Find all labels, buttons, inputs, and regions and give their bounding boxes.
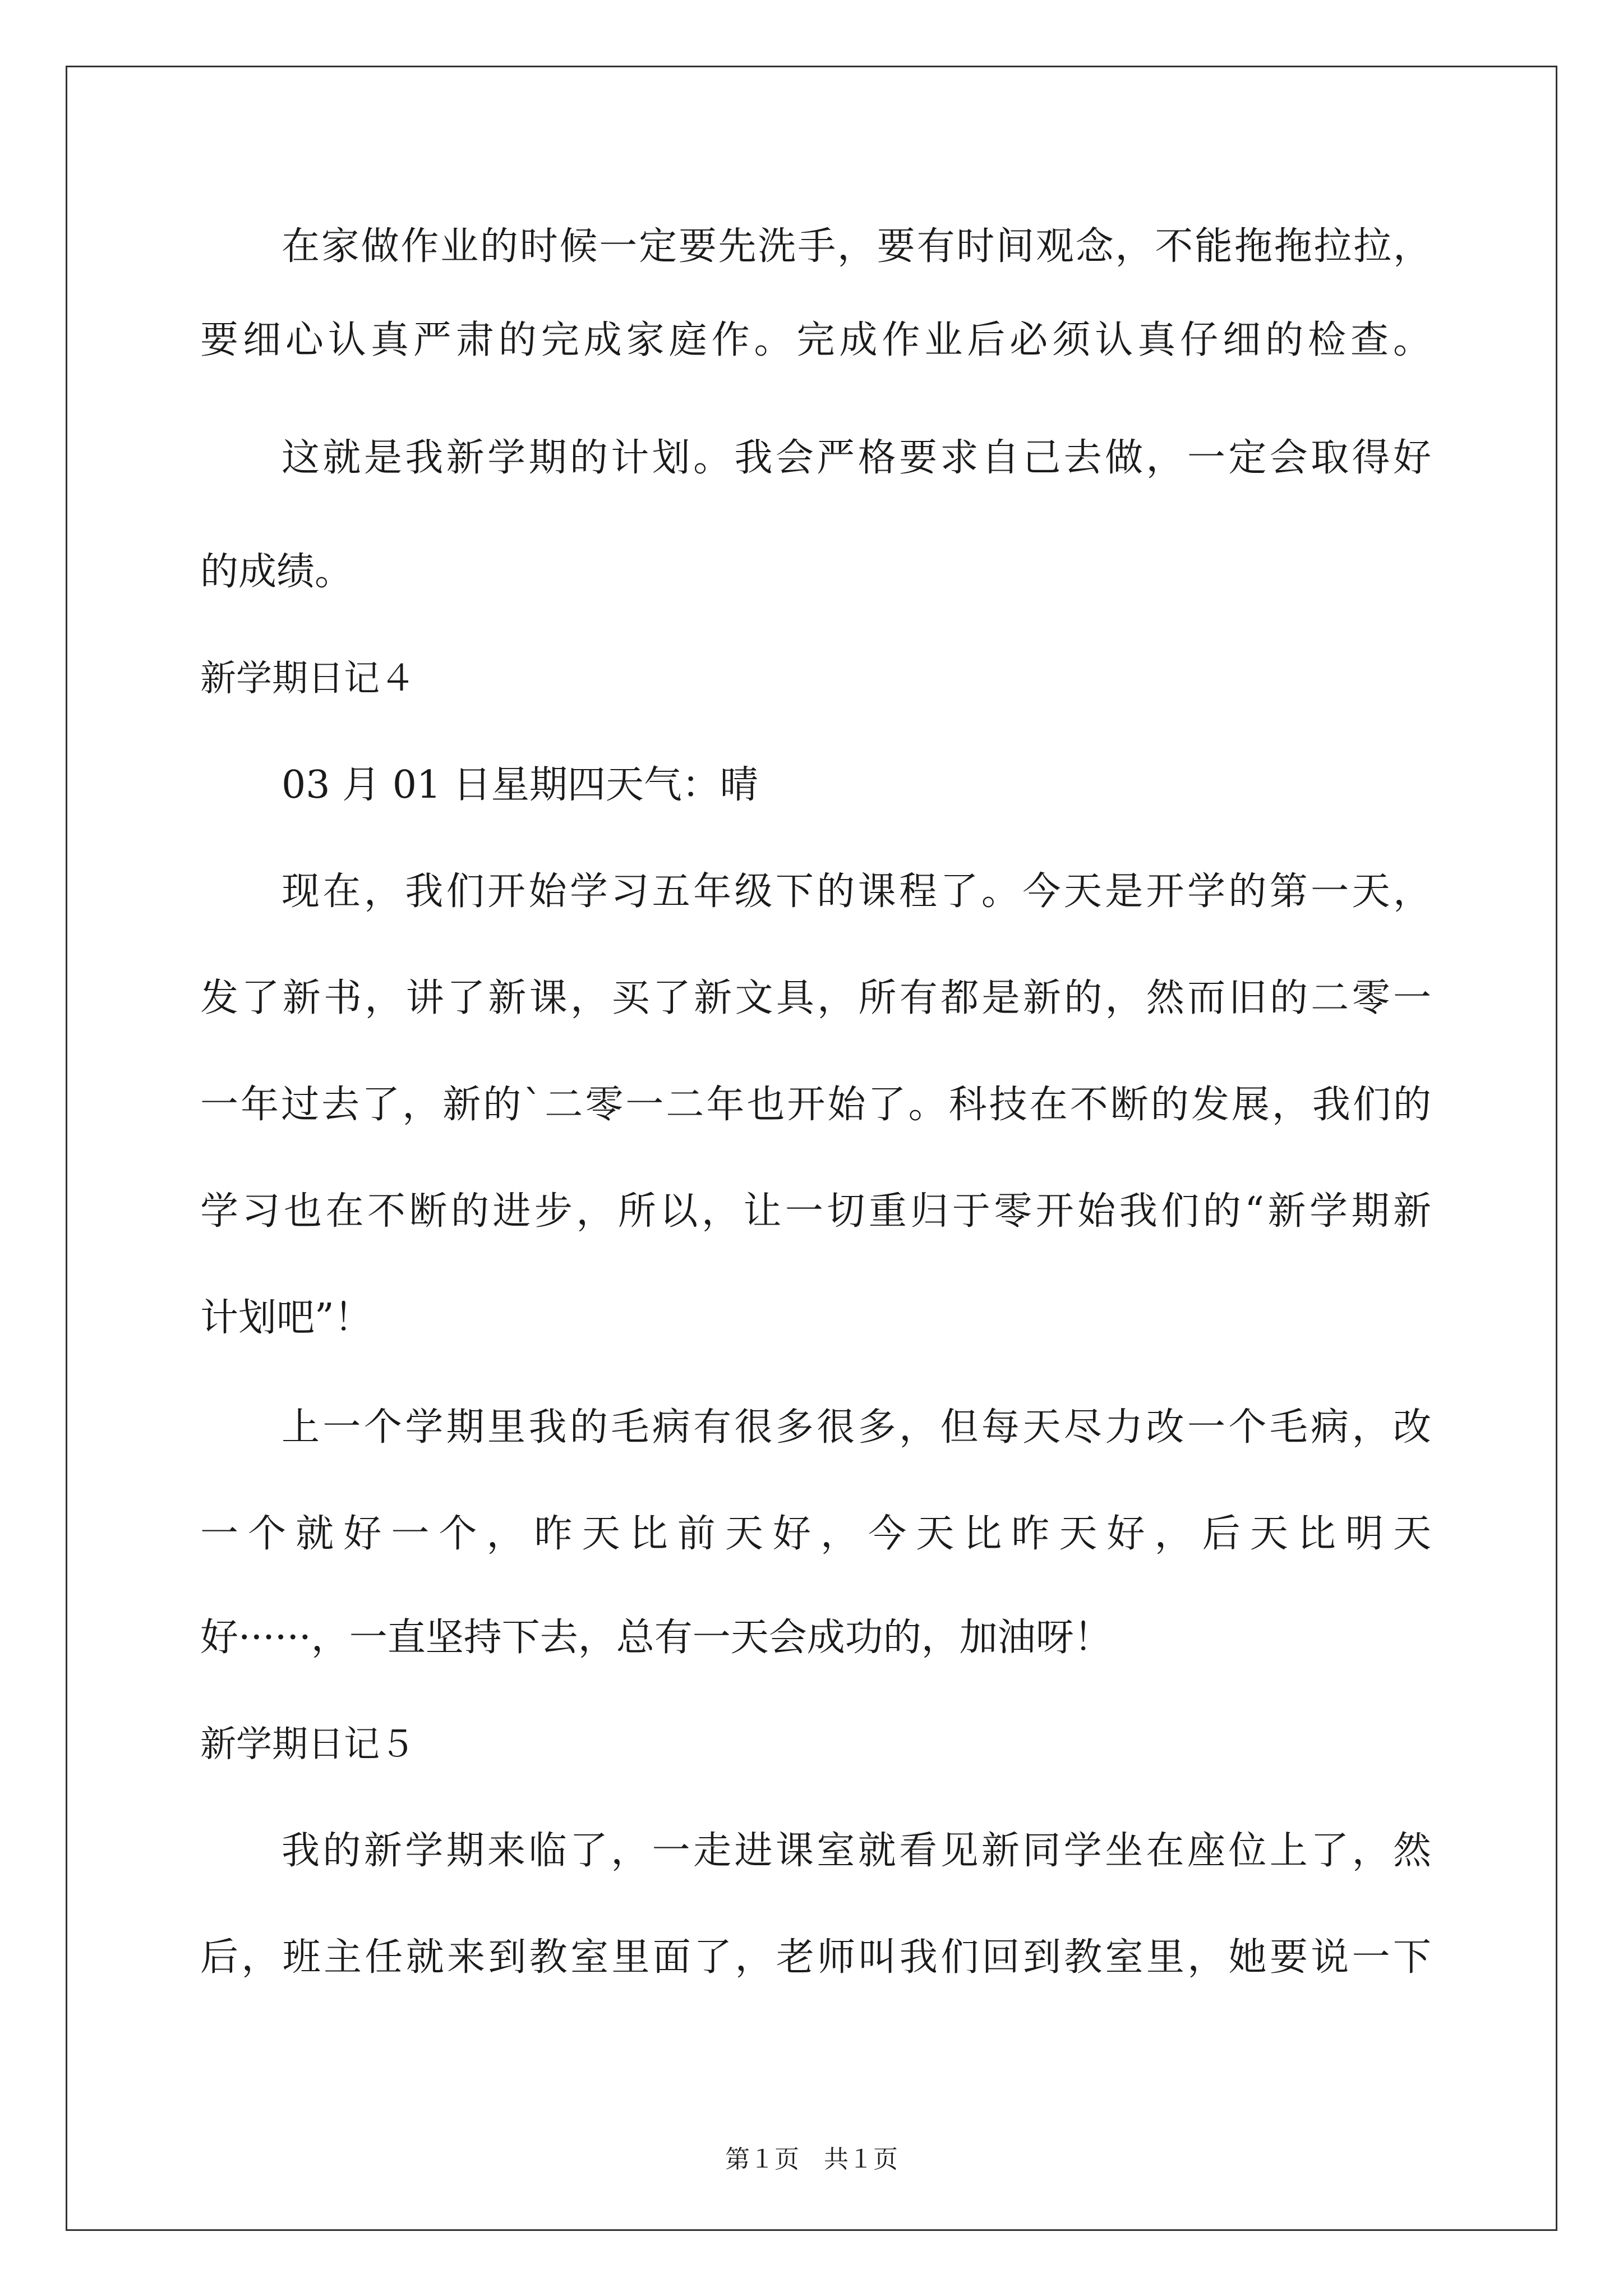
page-frame [66, 66, 1557, 2231]
paragraph-line: 上一个学期里我的毛病有很多很多，但每天尽力改一个毛病，改 [282, 1405, 1431, 1450]
paragraph-line: 学习也在不断的进步，所以，让一切重归于零开始我们的“新学期新 [200, 1189, 1431, 1234]
paragraph-line: 要细心认真严肃的完成家庭作。完成作业后必须认真仔细的检查。 [200, 318, 1431, 362]
paragraph-line: 这就是我新学期的计划。我会严格要求自己去做，一定会取得好 [282, 436, 1431, 480]
paragraph-line: 我的新学期来临了，一走进课室就看见新同学坐在座位上了，然 [282, 1829, 1431, 1873]
paragraph-line: 的成绩。 [200, 550, 353, 594]
paragraph-line: 一年过去了，新的`二零一二年也开始了。科技在不断的发展，我们的 [200, 1083, 1431, 1127]
section-heading: 新学期日记５ [200, 1724, 416, 1765]
paragraph-line: 计划吧”！ [200, 1296, 372, 1340]
paragraph-line: 好······，一直坚持下去，总有一天会成功的，加油呀！ [200, 1616, 1112, 1660]
date-weather-line: 03 月 01 日星期四天气：晴 [282, 763, 758, 807]
paragraph-line: 在家做作业的时候一定要先洗手，要有时间观念，不能拖拖拉拉， [282, 224, 1431, 269]
paragraph-line: 一个就好一个，昨天比前天好，今天比昨天好，后天比明天 [200, 1512, 1431, 1556]
paragraph-line: 发了新书，讲了新课，买了新文具，所有都是新的，然而旧的二零一 [200, 976, 1431, 1020]
section-heading: 新学期日记４ [200, 658, 416, 700]
paragraph-line: 后，班主任就来到教室里面了，老师叫我们回到教室里，她要说一下 [200, 1935, 1431, 1980]
paragraph-line: 现在，我们开始学习五年级下的课程了。今天是开学的第一天， [282, 869, 1431, 914]
page-number-footer: 第１页 共１页 [725, 2145, 898, 2174]
